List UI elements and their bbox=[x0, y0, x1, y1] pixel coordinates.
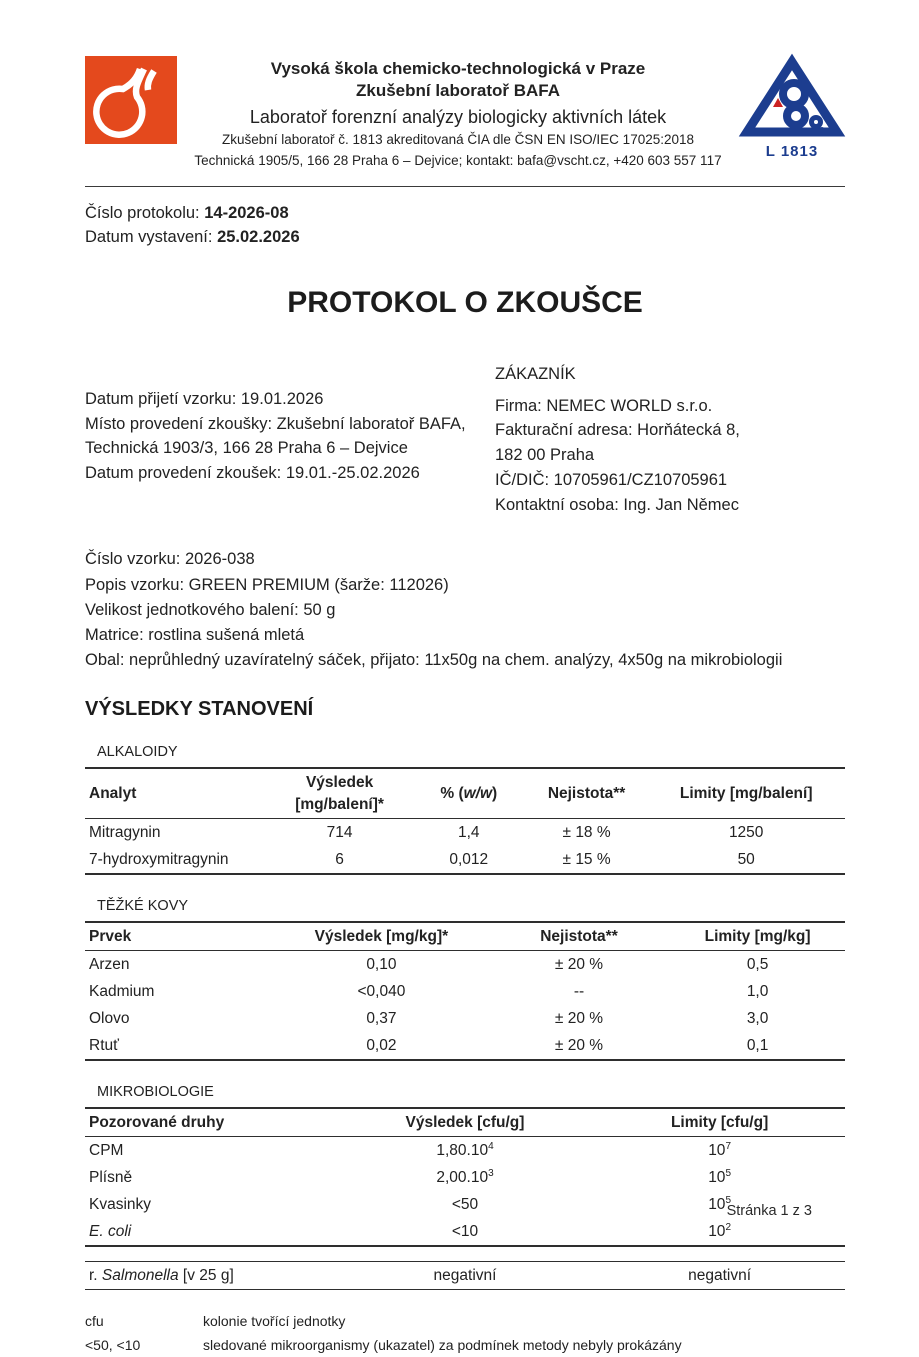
header-row bbox=[85, 922, 845, 951]
text-line: Místo provedení zkoušky: Zkušební laboratoř BAFA, bbox=[85, 414, 466, 433]
column-header: Nejistota** bbox=[526, 768, 648, 819]
table-cell: Rtuť bbox=[89, 1036, 119, 1054]
accreditation-number-label: L 1813 bbox=[765, 143, 819, 160]
header-row bbox=[85, 768, 845, 819]
text-line: Datum přijetí vzorku: 19.01.2026 bbox=[85, 389, 324, 408]
address-contact-line: Technická 1905/5, 166 28 Praha 6 – Dejvice; kontakt: bafa@vscht.cz, +420 603 557 117 bbox=[194, 152, 722, 168]
table-cell: ± 18 % bbox=[562, 823, 611, 841]
column-header: Výsledek [cfu/g] bbox=[336, 1108, 594, 1137]
text-line: Velikost jednotkového balení: 50 g bbox=[85, 600, 336, 619]
protocol-meta bbox=[85, 202, 845, 250]
table-cell: CPM bbox=[89, 1141, 124, 1159]
table-cell: 6 bbox=[335, 850, 344, 868]
issue-date-value: 25.02.2026 bbox=[217, 227, 300, 246]
table-cell: 0,5 bbox=[746, 955, 769, 973]
table-row bbox=[85, 978, 845, 1005]
table-row bbox=[85, 846, 845, 874]
footnote-row bbox=[85, 1310, 845, 1333]
test-info-block bbox=[85, 362, 495, 518]
table-cell: Kadmium bbox=[89, 982, 155, 1000]
table-cell: Plísně bbox=[89, 1168, 133, 1186]
footnote-definition: sledované mikroorganismy (ukazatel) za podmínek metody nebyly prokázány bbox=[203, 1336, 682, 1353]
table-cell: Kvasinky bbox=[89, 1195, 152, 1213]
table-cell: 0,37 bbox=[366, 1009, 397, 1027]
text-line: Obal: neprůhledný uzavíratelný sáček, přijato: 11x50g na chem. analýzy, 4x50g na mikrobiologii bbox=[85, 651, 783, 670]
microbiology-table-container bbox=[85, 1107, 845, 1247]
document-title: PROTOKOL O ZKOUŠCE bbox=[287, 285, 643, 319]
table-cell: 50 bbox=[737, 850, 755, 868]
table-cell: $10^5$ bbox=[708, 1194, 731, 1213]
accreditation-line: Zkušební laboratoř č. 1813 akreditovaná ČIA dle ČSN EN ISO/IEC 17025:2018 bbox=[221, 132, 695, 148]
table-cell: <10 bbox=[451, 1222, 479, 1240]
alkaloids-section-label: ALKALOIDY bbox=[97, 744, 178, 761]
issue-date-line bbox=[85, 226, 845, 250]
table-cell: 7-hydroxymitragynin bbox=[89, 850, 229, 868]
table-row bbox=[85, 1218, 845, 1246]
table-cell: 0,02 bbox=[366, 1036, 397, 1054]
table-cell: ± 20 % bbox=[554, 1036, 604, 1054]
text-line: 182 00 Praha bbox=[495, 446, 595, 465]
table-cell: negativní bbox=[433, 1266, 497, 1284]
info-columns bbox=[85, 362, 845, 518]
table-cell: r. Salmonella [v 25 g] bbox=[89, 1266, 234, 1284]
column-header: Limity [mg/balení] bbox=[647, 768, 845, 819]
customer-block bbox=[495, 362, 845, 518]
results-heading: VÝSLEDKY STANOVENÍ bbox=[85, 698, 314, 721]
footnote-definition: kolonie tvořící jednotky bbox=[203, 1313, 346, 1330]
results-table bbox=[85, 767, 845, 875]
table-cell: negativní bbox=[688, 1266, 752, 1284]
column-header: % (w/w) bbox=[412, 768, 526, 819]
text-line: Číslo vzorku: 2026-038 bbox=[85, 550, 255, 569]
table-cell: <50 bbox=[451, 1195, 479, 1213]
results-table bbox=[85, 921, 845, 1061]
page-number: Stránka 1 z 3 bbox=[726, 1203, 812, 1219]
text-line: Datum provedení zkoušek: 19.01.-25.02.2026 bbox=[85, 464, 420, 483]
table-cell: 714 bbox=[326, 823, 353, 841]
text-line: Kontaktní osoba: Ing. Jan Němec bbox=[495, 495, 739, 514]
column-header: Výsledek [mg/kg]* bbox=[275, 922, 488, 951]
lab-subtitle: Laboratoř forenzní analýzy biologicky aktivních látek bbox=[249, 106, 667, 127]
header-text-block bbox=[177, 56, 739, 171]
text-line: Matrice: rostlina sušená mletá bbox=[85, 625, 305, 644]
table-cell: E. coli bbox=[89, 1222, 132, 1240]
footnote-row bbox=[85, 1334, 845, 1357]
section-microbiology bbox=[85, 1084, 845, 1247]
table-cell: Arzen bbox=[89, 955, 130, 973]
table-cell: 0,10 bbox=[366, 955, 397, 973]
column-header: Pozorované druhy bbox=[85, 1108, 336, 1137]
table-cell: <0,040 bbox=[357, 982, 406, 1000]
column-header: Analyt bbox=[85, 768, 267, 819]
table-row bbox=[85, 1005, 845, 1032]
text-line: IČ/DIČ: 10705961/CZ10705961 bbox=[495, 470, 728, 489]
table-cell: 0,012 bbox=[449, 850, 489, 868]
section-heavy-metals bbox=[85, 898, 845, 1061]
table-row bbox=[85, 1262, 845, 1290]
cia-triangle-icon bbox=[742, 56, 842, 140]
column-header: Výsledek [mg/balení]* bbox=[267, 768, 411, 819]
table-cell: ± 20 % bbox=[554, 1009, 604, 1027]
column-header: Limity [cfu/g] bbox=[594, 1108, 845, 1137]
table-row bbox=[85, 1137, 845, 1165]
table-cell: -- bbox=[573, 982, 585, 1000]
column-header: Prvek bbox=[85, 922, 275, 951]
table-cell: 1,0 bbox=[746, 982, 769, 1000]
table-row bbox=[85, 819, 845, 847]
results-table bbox=[85, 1107, 845, 1247]
protocol-number-value: 14-2026-08 bbox=[204, 203, 289, 222]
table-cell: $10^7$ bbox=[708, 1140, 731, 1159]
salmonella-row-container bbox=[85, 1261, 845, 1290]
text-line: Firma: NEMEC WORLD s.r.o. bbox=[495, 396, 713, 415]
table-cell: $10^2$ bbox=[708, 1221, 731, 1240]
table-row bbox=[85, 951, 845, 979]
footnote-term: cfu bbox=[85, 1313, 104, 1330]
table-cell: 2,00.10$^3$ bbox=[436, 1167, 494, 1186]
protocol-number-line bbox=[85, 202, 845, 226]
column-header: Nejistota** bbox=[488, 922, 670, 951]
protocol-number-label: Číslo protokolu: bbox=[85, 203, 200, 222]
alkaloids-table-container bbox=[85, 767, 845, 875]
header-row bbox=[85, 1108, 845, 1137]
table-row bbox=[85, 1164, 845, 1191]
microbiology-section-label: MIKROBIOLOGIE bbox=[97, 1084, 214, 1101]
results-table bbox=[85, 1261, 845, 1290]
table-cell: Olovo bbox=[89, 1009, 130, 1027]
table-cell: 1,4 bbox=[458, 823, 480, 841]
column-header: Limity [mg/kg] bbox=[670, 922, 845, 951]
table-cell: $10^5$ bbox=[708, 1167, 731, 1186]
issue-date-label: Datum vystavení: bbox=[85, 227, 213, 246]
table-cell: 0,1 bbox=[746, 1036, 769, 1054]
table-cell: 1250 bbox=[728, 823, 764, 841]
document-header bbox=[85, 0, 845, 171]
text-line: Technická 1903/3, 166 28 Praha 6 – Dejvice bbox=[85, 439, 408, 458]
heavy-metals-table-container bbox=[85, 921, 845, 1061]
text-line: Fakturační adresa: Horňátecká 8, bbox=[495, 421, 740, 440]
sample-info-block bbox=[85, 547, 845, 673]
header-divider bbox=[85, 186, 845, 187]
heavy-metals-section-label: TĚŽKÉ KOVY bbox=[97, 898, 189, 915]
vscht-logo-icon bbox=[85, 56, 177, 144]
table-cell: 1,80.10$^4$ bbox=[436, 1140, 494, 1159]
table-cell: ± 15 % bbox=[562, 850, 611, 868]
footnotes-block bbox=[85, 1310, 845, 1356]
table-row bbox=[85, 1032, 845, 1060]
customer-heading: ZÁKAZNÍK bbox=[495, 364, 576, 383]
text-line: Popis vzorku: GREEN PREMIUM (šarže: 112026) bbox=[85, 575, 449, 594]
section-alkaloids bbox=[85, 744, 845, 875]
lab-name: Zkušební laboratoř BAFA bbox=[355, 81, 561, 101]
footnote-term: <50, <10 bbox=[85, 1336, 141, 1353]
cia-accreditation-mark bbox=[739, 56, 845, 160]
table-cell: ± 20 % bbox=[554, 955, 604, 973]
table-cell: 3,0 bbox=[746, 1009, 769, 1027]
table-cell: Mitragynin bbox=[89, 823, 161, 841]
org-name: Vysoká škola chemicko-technologická v Praze bbox=[270, 59, 646, 78]
customer-lines bbox=[495, 394, 845, 518]
